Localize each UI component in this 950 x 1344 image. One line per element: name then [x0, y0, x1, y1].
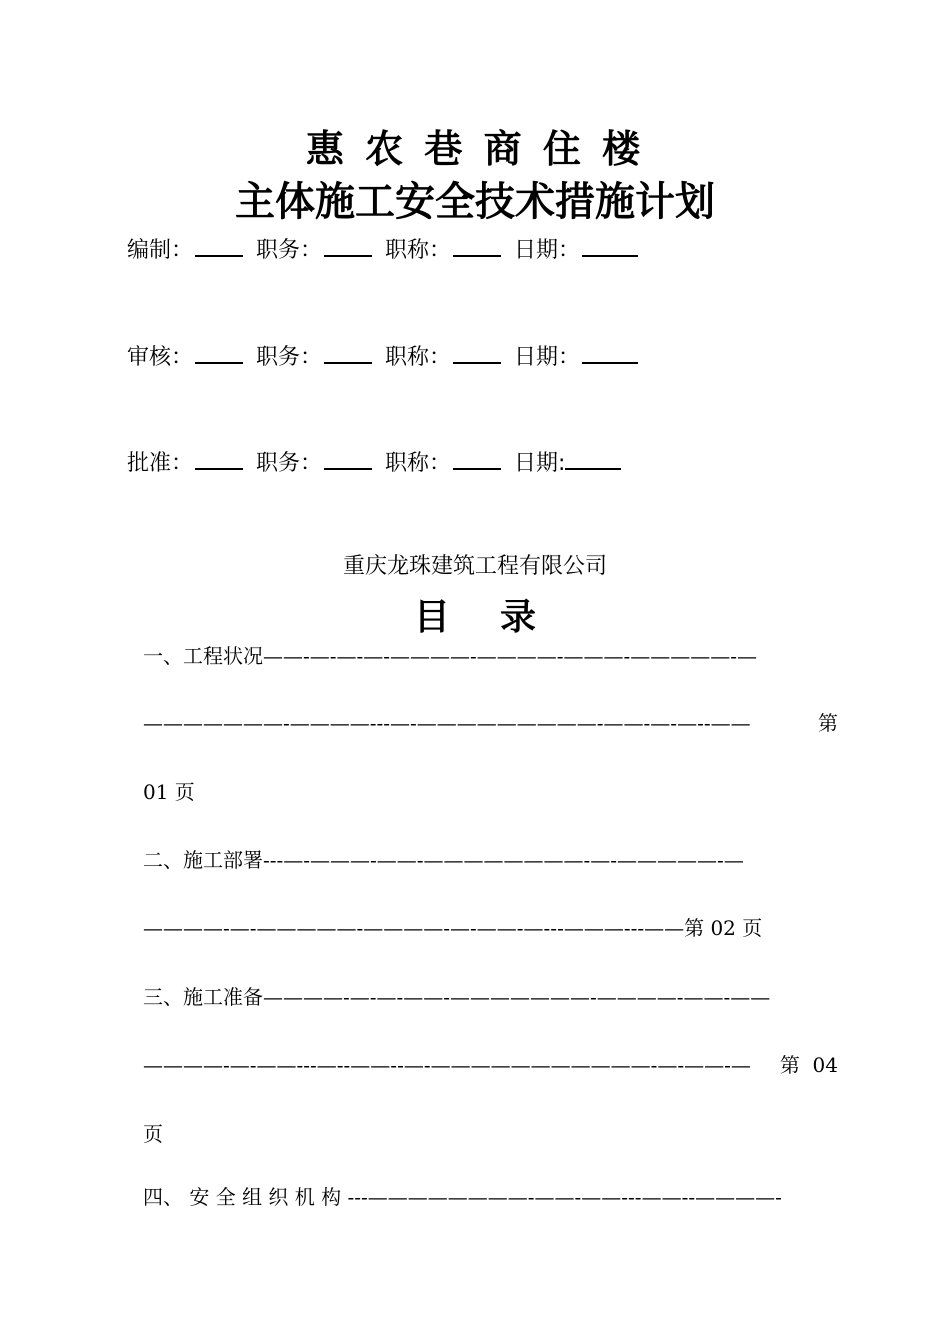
- document-title-line1: 惠 农 巷 商 住 楼: [305, 127, 645, 171]
- toc-title: 目 录: [413, 597, 537, 638]
- position-blank: [324, 446, 372, 470]
- signature-blank: [195, 446, 243, 470]
- toc-item-1-line1: 一、工程状况——-—-—-—-————-————-———-—————-—: [143, 644, 758, 668]
- toc-item-3-line2: [143, 1050, 838, 1080]
- rank-blank: [453, 233, 501, 257]
- toc-item-3-line3: 页: [143, 1122, 163, 1146]
- signature-row-approve: [127, 446, 627, 479]
- date-label: 日期：: [514, 345, 581, 370]
- role-label: 编制：: [127, 238, 194, 263]
- toc-item-3-line1: 三、施工准备————-—-—-——-———————-————-——-——: [143, 985, 771, 1009]
- rank-label: 职称：: [385, 345, 452, 370]
- signature-row-compile: [127, 233, 644, 266]
- rank-blank: [453, 446, 501, 470]
- rank-label: 职称：: [385, 238, 452, 263]
- position-label: 职务：: [256, 345, 323, 370]
- toc-item-2-line2: ————-—-—————-————-—-——-—---———---——第 02 页: [143, 916, 763, 940]
- rank-label: 职称：: [385, 451, 452, 476]
- signature-blank: [195, 340, 243, 364]
- role-label: 审核：: [127, 345, 194, 370]
- toc-leader: ————-—-——---—--——--—-———————————-—-——-—: [143, 1053, 751, 1077]
- document-title-line2: 主体施工安全技术措施计划: [235, 179, 715, 225]
- toc-page-prefix: 第: [818, 711, 838, 735]
- toc-page-prefix: 第 04: [779, 1053, 838, 1077]
- position-label: 职务：: [256, 238, 323, 263]
- role-label: 批准：: [127, 451, 194, 476]
- date-blank: [582, 340, 638, 364]
- toc-item-2-line1: 二、施工部署---—-———-——-————————-—-—————-—: [143, 848, 744, 872]
- date-label: 日期:: [514, 451, 566, 476]
- toc-leader: ———————-————---—-—————————-——-—-—--——: [143, 711, 751, 735]
- company-name: 重庆龙珠建筑工程有限公司: [342, 554, 607, 579]
- signature-blank: [195, 233, 243, 257]
- position-label: 职务：: [256, 451, 323, 476]
- position-blank: [324, 340, 372, 364]
- position-blank: [324, 233, 372, 257]
- date-label: 日期：: [514, 238, 581, 263]
- toc-item-1-line2: [143, 708, 838, 738]
- signature-row-review: [127, 340, 644, 373]
- date-blank: [582, 233, 638, 257]
- toc-item-4-line1: 四、 安 全 组 织 机 构 ---————————-——-——---——--————-: [143, 1185, 782, 1209]
- toc-item-1-line3: 01 页: [143, 780, 195, 804]
- rank-blank: [453, 340, 501, 364]
- date-blank: [565, 446, 621, 470]
